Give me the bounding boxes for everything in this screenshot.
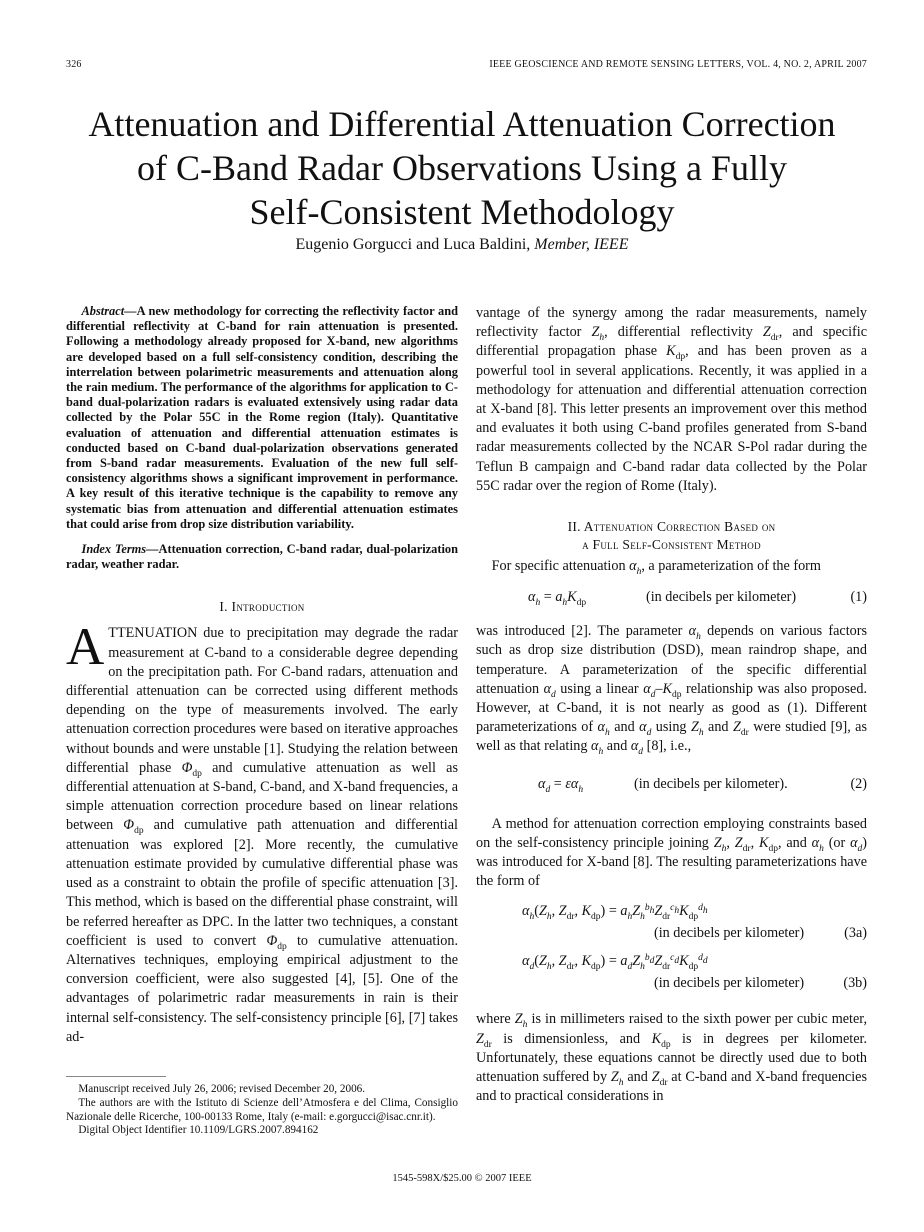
footnote-affiliation: The authors are with the Istituto di Scienze dell’Atmosfera e del Clima, Consiglio Nazionale delle Ricerche, 100-00133 Rome, Italy (e-mail: e.gorgucci@isac.cnr.it). [66,1096,458,1123]
rc-text-26: at C-band and X-band frequencies and to practical considerations in [476,1069,867,1105]
rc-text-13: and [703,719,733,736]
rc-text-11: and [609,719,640,736]
footnote-received: Manuscript received July 26, 2006; revised December 20, 2006. [78,1083,366,1095]
equation-2 [476,775,867,797]
page-number: 326 [66,59,82,70]
eq1-formula: $\alpha_h = a_hK_{dp}$ [528,589,587,609]
rc-text-7: was introduced [2]. The parameter [476,623,689,640]
footnote-rule [66,1076,166,1077]
abstract-text: A new methodology for correcting the reflectivity factor and differential reflectivity at C-band for rain attenuation is presented. Following a methodology already proposed for X-band, new algorithms are developed based on a full self-consistency condition, describing the interrelation between polarimetric measurements and attenuation along the rain medium. The performance of the algorithms for application to C-band dual-polarization radars is evaluated extensively using radar data collected by the Polar 55C in the Rome region (Italy). Quantitative evaluation of attenuation and differential attenuation estimates is conducted based on C-band dual-polarization observations generated from S-band radar measurements. Evaluation of the new full self-consistency algorithms shows a significant improvement in performance. A key result of this iterative technique is the capability to remove any systematic bias from attenuation and differential attenuation estimates that could arise from drop size distribution variability. [66,304,458,531]
abstract-label: Abstract— [81,304,137,318]
equation-3b-units-row [476,974,867,996]
rc-text-10: relationship was also proposed. However, at C-band, it is not nearly as good as (1). Different parameterizations of [476,680,867,736]
right-paragraph-1: vantage of the synergy among the radar measurements, namely reflectivity factor $Z_h$, differential reflectivity $Z_{dr}$, and specific differential propagation phase $K_{dp}$, and has been proven as a powerful tool in several applications. Recently, it was applied in a methodology for attenuation and differential attenuation correction at X-band [8]. This letter presents an improvement over this method and evaluates it both using C-band profiles generated from S-band radar measurements collected by the NCAR S-Pol radar during the Teflun B campaign and C-band radar data collected by the Polar 55C radar over the region of Rome (Italy). [476,305,867,494]
rc-text-3: , and specific differential propagation phase [476,324,867,360]
rc-text-16: [8], i.e., [643,738,692,755]
drop-cap: A [66,618,105,677]
author-membership: Member, IEEE [534,236,629,253]
right-column [476,304,867,1106]
right-paragraph-4: A method for attenuation correction employing constraints based on the self-consistency principle joining $Z_h$, $Z_{dr}$, $K_{dp}$, and $\alpha_h$ (or $\alpha_d$) was introduced for X-band [8]. The resulting parameterizations have the form of [476,815,868,890]
rc-text-5: For specific attenuation [491,558,630,575]
eq3b-formula: $\alpha_d(Z_h$, $Z_{dr}$, $K_{dp}) = a_dZ_h^{b_d}Z_{dr}^{c_d}K_{dp}^{d_d}$ [522,952,708,973]
rc-text-9: using a linear [555,680,644,697]
rc-text-1: vantage of the synergy among the radar measurements, namely reflectivity factor [476,305,867,341]
equation-1 [476,588,867,610]
equation-3a [476,902,867,924]
intro-text-1: TTENUATION due to precipitation may degrade the radar measurement at C-band to a considerable degree depending on the precipitation path. For C-band radars, attenuation and differential attenuation can be corrected using different methods depending on the type of measurements involved. The early attenuation correction procedures were based on iterative approaches without bounds and were unstable [1]. Studying the relation between differential phase [66,625,458,776]
rc-text-8: depends on various factors such as drop size distribution (DSD), mean raindrop shape, and temperature. A parameterization of the specific differential attenuation [476,623,867,697]
running-header: IEEE GEOSCIENCE AND REMOTE SENSING LETTERS, VOL. 4, NO. 2, APRIL 2007 [489,59,867,70]
equation-3b [476,952,867,974]
title-line-2: of C-Band Radar Observations Using a Fully [137,148,787,188]
intro-paragraph: ATTENUATION due to precipitation may degrade the radar measurement at C-band to a considerable degree depending on the precipitation path. For C-band radars, attenuation and differential attenuation can be corrected using different methods depending on the type of measurements involved. The early attenuation correction procedures were based on iterative approaches without bounds and were unstable [1]. Studying the relation between differential phase $\Phi_{dp}$ and cumulative attenuation as well as differential attenuation at S-band, C-band, and X-band frequencies, a simple attenuation correction procedure based on linear relations between $\Phi_{dp}$ and cumulative path attenuation and differential attenuation was explored [2]. More recently, the cumulative attenuation estimate provided by cumulative differential phase was used as a constraint to obtain the profile of specific attenuation [3]. This method, which is based on the differential phase constraint, will be referred hereafter as DPC. In the latter two techniques, a constant coefficient is used to convert $\Phi_{dp}$ to cumulative attenuation. Alternatives techniques, employing empirical adjustment to the conversion coefficient, were also suggested [4], [5]. One of the advantages of polarimetric radar measurements in rain is their internal self-consistency. The self-consistency principle [6], [7] takes ad- [66,618,458,1045]
rc-text-15: and [603,738,631,755]
rc-text-2: , differential reflectivity [604,324,763,341]
rc-text-4: , and has been proven as a powerful tool in several applications. Recently, it was applied in a methodology for attenuation and differential attenuation correction at X-band [8]. This letter presents an improvement over this method and evaluates it both using C-band profiles generated from S-band radar measurements collected by the NCAR S-Pol radar during the Teflun B campaign and C-band radar data collected by the Polar 55C radar over the region of Rome (Italy). [476,343,867,494]
rc-text-22: is in millimeters raised to the sixth power per cubic meter, [527,1011,867,1028]
right-paragraph-2: For specific attenuation $\alpha_h$, a parameterization of the form [491,558,821,577]
section-2-line-2: a Full Self-Consistent Method [582,537,761,553]
section-2-heading [476,518,867,554]
eq3a-units: (in decibels per kilometer) [654,925,805,942]
rc-text-12: using [651,719,691,736]
section-1-heading: I. Introduction [219,599,305,615]
equation-3a-units-row [476,924,867,946]
eq2-units: (in decibels per kilometer). [634,775,788,792]
eq3b-units: (in decibels per kilometer) [654,975,805,992]
footnote-doi: Digital Object Identifier 10.1109/LGRS.2007.894162 [78,1124,319,1137]
index-terms-text: Attenuation correction, C-band radar, dual-polarization radar, weather radar. [66,542,458,572]
eq1-units: (in decibels per kilometer) [646,589,797,606]
index-terms-label: Index Terms— [81,542,159,557]
rc-text-25: and [623,1069,652,1086]
eq3a-number: (3a) [844,925,867,942]
rc-text-14: were studied [9], as well as that relating [476,719,867,755]
abstract [66,304,458,532]
paper-title [40,102,884,234]
rc-text-20: ) was introduced for X-band [8]. The resulting parameterizations have the form of [476,834,868,890]
eq1-lhs: α [528,589,536,606]
author-names: Eugenio Gorgucci and Luca Baldini, [295,236,531,253]
section-2-line-1: II. Attenuation Correction Based on [567,519,776,535]
footnote [66,1083,458,1138]
intro-text-3: and cumulative path attenuation and differential attenuation was explored [2]. More recently, the cumulative attenuation estimate provided by cumulative differential phase was used as a constraint to obtain the profile of specific attenuation [3]. This method, which is based on the differential phase constraint, will be referred hereafter as DPC. In the latter two techniques, a constant coefficient is used to convert [66,817,458,949]
rc-text-6: , a parameterization of the form [641,558,821,575]
page-footer: 1545-598X/$25.00 © 2007 IEEE [392,1173,532,1184]
author-line [0,236,924,254]
intro-text-2: and cumulative attenuation as well as differential attenuation at S-band, C-band, and X-band frequencies, a simple attenuation correction procedure based on linear relations between [66,759,458,834]
rc-text-23: is dimensionless, and [491,1030,652,1047]
index-terms [66,542,458,572]
title-line-1: Attenuation and Differential Attenuation Correction [88,104,836,144]
eq3a-formula: $\alpha_h(Z_h$, $Z_{dr}$, $K_{dp}) = a_hZ_h^{b_h}Z_{dr}^{c_h}K_{dp}^{d_h}$ [522,902,708,923]
intro-text-4: to cumulative attenuation. Alternatives techniques, employing empirical adjustment to the conversion coefficient, were also suggested [4], [5]. One of the advantages of polarimetric radar measurements in rain is their internal self-consistency. The self-consistency principle [6], [7] takes ad- [66,932,458,1045]
rc-text-21: where [476,1011,515,1028]
right-paragraph-3: was introduced [2]. The parameter $\alpha_h$ depends on various factors such as drop size distribution (DSD), mean raindrop shape, and temperature. A parameterization of the specific differential attenuation $\alpha_d$ using a linear $\alpha_d-K_{dp}$ relationship was also proposed. However, at C-band, it is not nearly as good as (1). Different parameterizations of $\alpha_h$ and $\alpha_d$ using $Z_h$ and $Z_{dr}$ were studied [9], as well as that relating $\alpha_h$ and $\alpha_d$ [8], i.e., [476,623,867,758]
title-line-3: Self-Consistent Methodology [249,192,675,232]
eq1-number: (1) [850,589,867,606]
left-column [66,304,458,1047]
right-paragraph-5: where $Z_h$ is in millimeters raised to the sixth power per cubic meter, $Z_{dr}$ is dimensionless, and $K_{dp}$ is in degrees per kilometer. Unfortunately, these equations cannot be directly used due to both attenuation suffered by $Z_h$ and $Z_{dr}$ at C-band and X-band frequencies and to practical considerations in [476,1011,867,1105]
eq2-number: (2) [850,775,867,792]
eq3b-number: (3b) [843,975,867,992]
rc-text-17: A method for attenuation correction employing constraints based on the self-consistency principle joining [476,815,867,851]
eq2-formula: $\alpha_d = \varepsilon\alpha_h$ [538,775,584,795]
rc-text-24: is in degrees per kilometer. Unfortunately, these equations cannot be directly used due to both attenuation suffered by [476,1030,867,1086]
rc-text-18: , and [777,834,812,851]
rc-text-19: (or [823,834,851,851]
